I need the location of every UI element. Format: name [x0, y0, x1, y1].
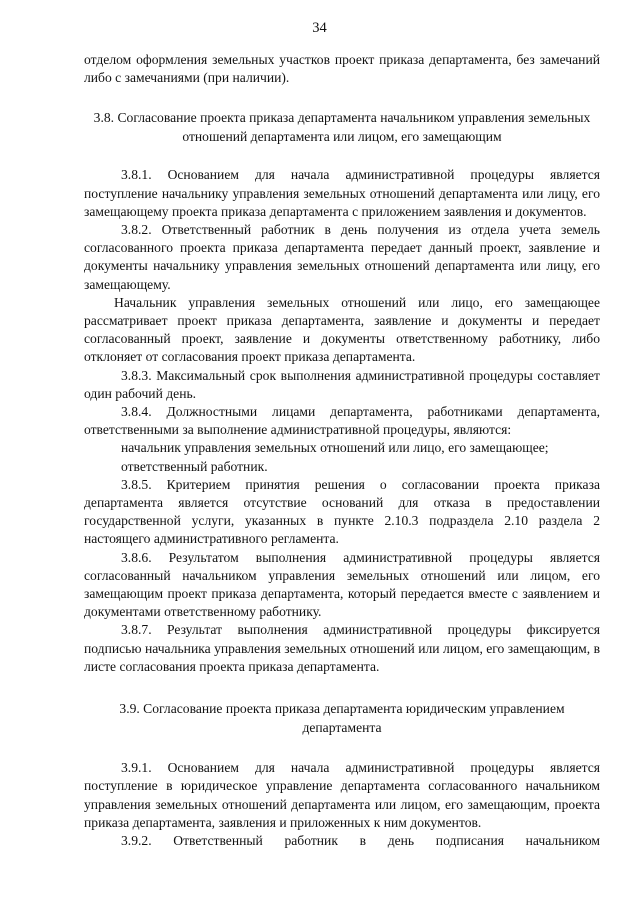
paragraph-3-9-1: 3.9.1. Основанием для начала административной процедуры является поступление в юридическое управление департамента согласованного начальником управления земельных отношений департамента или лицом, его замещающим, проекта приказа департамента, заявления и приложенных к ним документов.	[84, 760, 600, 830]
paragraph-3-8-7: 3.8.7. Результат выполнения административной процедуры фиксируется подписью начальника управления земельных отношений или лицом, его замещающим, в листе согласования проекта приказа департамента.	[84, 622, 600, 674]
paragraph-3-8-1: 3.8.1. Основанием для начала административной процедуры является поступление начальнику управления земельных отношений департамента или лицу, его замещающему проекта приказа департамента с приложением заявления и документов.	[84, 167, 600, 219]
list-item-head: начальник управления земельных отношений или лицо, его замещающее;	[121, 440, 549, 456]
section-3-9-heading: 3.9. Согласование проекта приказа департамента юридическим управлением департамента	[119, 701, 565, 735]
page-number: 34	[312, 20, 327, 36]
paragraph-3-8-6: 3.8.6. Результатом выполнения административной процедуры является согласованный начальником управления земельных отношений или лицом, его замещающим проект приказа департамента, который передается вместе с заявлением и документами ответственному работнику.	[84, 549, 600, 620]
paragraph-3-8-3: 3.8.3. Максимальный срок выполнения административной процедуры составляет один рабочий день.	[84, 367, 600, 401]
list-item-worker: ответственный работник.	[121, 458, 268, 474]
paragraph-3-8-2: 3.8.2. Ответственный работник в день получения из отдела учета земель согласованного проекта приказа департамента передает данный проект, заявление и документы начальнику управления земельных отношений департамента или лицу, его замещающему.	[84, 222, 600, 292]
paragraph-3-8-4: 3.8.4. Должностными лицами департамента, работниками департамента, ответственными за выполнение административной процедуры, являются:	[84, 404, 600, 438]
continuation-paragraph: отделом оформления земельных участков проект приказа департамента, без замечаний либо с замечаниями (при наличии).	[84, 52, 600, 86]
paragraph-3-9-2: 3.9.2. Ответственный работник в день подписания начальником	[121, 832, 600, 848]
document-body	[84, 51, 600, 850]
section-3-8-heading: 3.8. Согласование проекта приказа департамента начальником управления земельных отношений департамента или лицом, его замещающим	[93, 110, 591, 144]
paragraph-3-8-5: 3.8.5. Критерием принятия решения о согласовании проекта приказа департамента является отсутствие оснований для отказа в предоставлении государственной услуги, указанных в пункте 2.10.3 подраздела 2.10 раздела 2 настоящего административного регламента.	[84, 476, 600, 547]
paragraph-head-review: Начальник управления земельных отношений или лицо, его замещающее рассматривает проект приказа департамента, заявление и документы и передает согласованный проект, заявление и документы ответственному работнику, либо отклоняет от согласования проект приказа департамента.	[84, 294, 600, 365]
